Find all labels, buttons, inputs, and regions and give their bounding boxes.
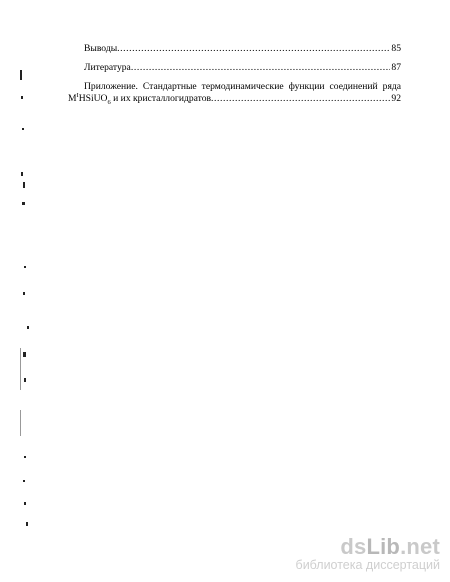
toc-appendix-formula: $M^IHSiUO_6$ и их кристаллогидратов (68, 93, 212, 105)
table-of-contents (68, 43, 401, 105)
dslib-logo: dsLib.net (340, 534, 440, 559)
scan-mark (22, 202, 25, 205)
watermark-caption: библиотека диссертаций (295, 558, 440, 572)
dslib-watermark (296, 536, 440, 572)
toc-appendix-line2 (68, 93, 401, 105)
scan-line (20, 410, 21, 436)
scan-mark (23, 292, 25, 295)
scan-mark (22, 128, 24, 130)
toc-entry-page: 85 (391, 43, 401, 54)
toc-leader-dots (211, 93, 390, 105)
scan-mark (23, 480, 25, 482)
scan-mark (23, 352, 26, 357)
scan-mark (23, 182, 25, 188)
toc-entry-conclusions[interactable] (68, 43, 401, 55)
toc-appendix-line1: Приложение. Стандартные термодинамические функции соединений ряда (84, 81, 401, 92)
toc-entry-page: 92 (391, 93, 401, 104)
toc-leader-dots (131, 62, 391, 74)
scan-mark (21, 172, 23, 176)
scan-mark (24, 502, 26, 505)
toc-entry-label: Выводы (84, 43, 118, 54)
scan-mark (24, 456, 26, 458)
scan-mark (27, 326, 29, 329)
scan-mark (24, 266, 26, 268)
toc-leader-dots (117, 43, 390, 55)
scan-mark (24, 378, 26, 382)
toc-entry-label: Литература (84, 62, 131, 73)
scan-line (20, 348, 21, 390)
scan-mark (20, 70, 22, 80)
toc-entry-references[interactable] (68, 62, 401, 74)
scan-mark (21, 96, 23, 99)
scan-margin-marks (18, 60, 32, 540)
toc-entry-appendix[interactable] (68, 81, 401, 105)
scan-mark (26, 522, 28, 526)
toc-entry-page: 87 (391, 62, 401, 73)
